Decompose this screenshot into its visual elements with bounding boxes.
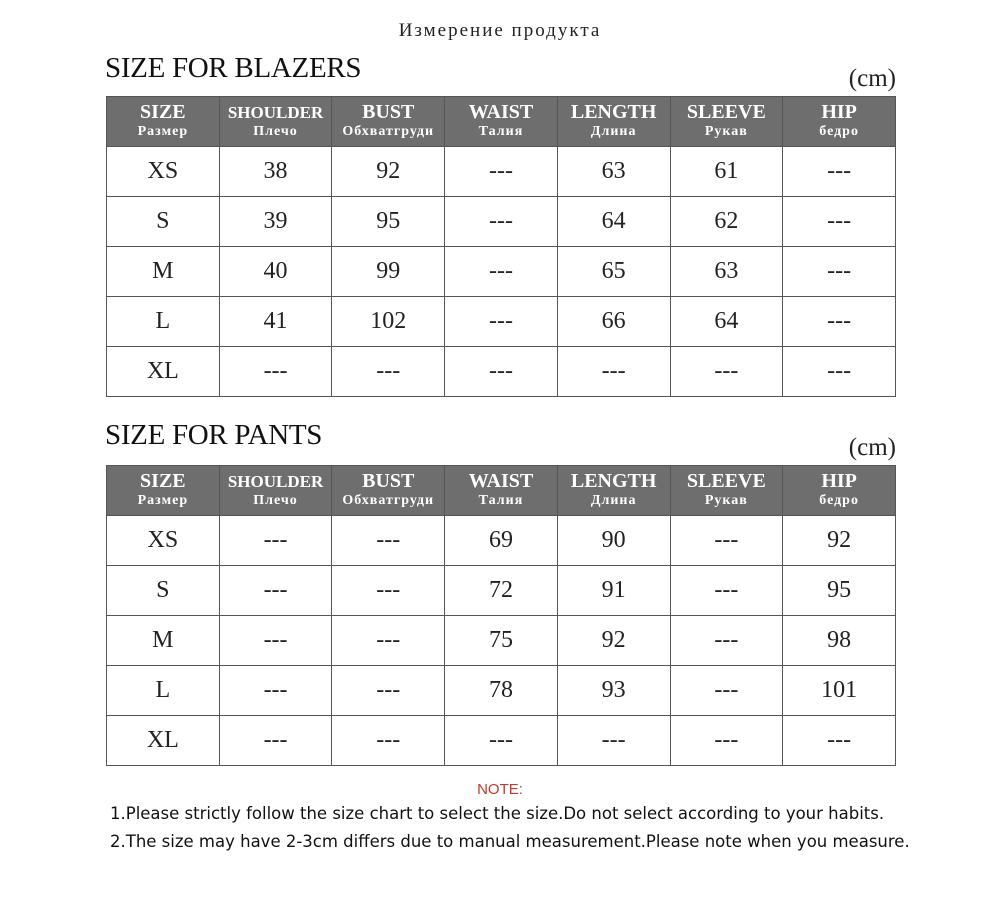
header-hip [783, 466, 896, 516]
table-cell: 63 [557, 147, 670, 197]
table-cell: --- [557, 716, 670, 766]
table-cell: 95 [783, 566, 896, 616]
header-en: HIP [821, 470, 857, 492]
header-ru: Размер [137, 124, 189, 139]
header-en: BUST [362, 470, 415, 492]
header-en: SIZE [140, 470, 186, 492]
table-cell: --- [670, 347, 783, 397]
table-row [107, 516, 896, 566]
header-waist [445, 466, 558, 516]
header-en: SLEEVE [686, 101, 766, 123]
table-cell: 61 [670, 147, 783, 197]
table-cell: 39 [219, 197, 332, 247]
table-row [107, 247, 896, 297]
table-cell: --- [445, 247, 558, 297]
header-en: LENGTH [570, 470, 657, 492]
table-row [107, 716, 896, 766]
table-cell: --- [670, 566, 783, 616]
header-en: SLEEVE [686, 470, 766, 492]
table-row [107, 616, 896, 666]
table-row [107, 197, 896, 247]
header-ru: Размер [137, 493, 189, 508]
header-ru: Плечо [253, 493, 298, 508]
table-cell: --- [332, 566, 445, 616]
header-ru: бедро [819, 124, 859, 139]
table-row [107, 347, 896, 397]
header-ru: Талия [478, 124, 524, 139]
header-shoulder [219, 97, 332, 147]
table-cell: --- [332, 516, 445, 566]
table-cell: --- [783, 147, 896, 197]
blazers-size-table [106, 96, 896, 397]
header-bust [332, 466, 445, 516]
table-cell: XL [107, 347, 220, 397]
header-en: WAIST [468, 101, 534, 123]
header-ru: бедро [819, 493, 859, 508]
blazers-unit: (cm) [848, 65, 896, 92]
header-length [557, 97, 670, 147]
table-cell: 101 [783, 666, 896, 716]
table-cell: XS [107, 516, 220, 566]
header-en: LENGTH [570, 101, 657, 123]
table-cell: 75 [445, 616, 558, 666]
note-title: NOTE: [477, 781, 523, 798]
table-cell: --- [670, 516, 783, 566]
header-en: BUST [362, 101, 415, 123]
table-row [107, 297, 896, 347]
table-header-row [107, 97, 896, 147]
table-cell: 99 [332, 247, 445, 297]
header-size [107, 466, 220, 516]
table-cell: --- [219, 516, 332, 566]
table-cell: --- [219, 566, 332, 616]
table-cell: 65 [557, 247, 670, 297]
table-cell: 98 [783, 616, 896, 666]
table-cell: --- [783, 347, 896, 397]
header-en: SIZE [140, 101, 186, 123]
header-en: WAIST [468, 470, 534, 492]
table-cell: --- [332, 716, 445, 766]
header-ru: Обхватгруди [342, 124, 435, 139]
header-en: SHOULDER [227, 472, 324, 491]
header-ru: Длина [590, 493, 637, 508]
table-cell: --- [332, 616, 445, 666]
header-ru: Длина [590, 124, 637, 139]
table-cell: --- [445, 716, 558, 766]
table-cell: --- [445, 347, 558, 397]
table-row [107, 566, 896, 616]
header-sleeve [670, 466, 783, 516]
table-cell: S [107, 566, 220, 616]
table-cell: XL [107, 716, 220, 766]
table-cell: --- [783, 297, 896, 347]
pants-size-table [106, 465, 896, 766]
table-cell: S [107, 197, 220, 247]
header-en: SHOULDER [227, 103, 324, 122]
table-cell: 63 [670, 247, 783, 297]
header-en: HIP [821, 101, 857, 123]
header-shoulder [219, 466, 332, 516]
header-ru: Рукав [704, 124, 748, 139]
table-cell: 95 [332, 197, 445, 247]
header-ru: Плечо [253, 124, 298, 139]
table-cell: 62 [670, 197, 783, 247]
blazers-title: SIZE FOR BLAZERS [105, 52, 362, 84]
table-cell: 90 [557, 516, 670, 566]
note-line-1: 1.Please strictly follow the size chart to select the size.Do not select according to your habits. [110, 804, 885, 823]
table-cell: --- [783, 247, 896, 297]
table-cell: --- [445, 197, 558, 247]
table-cell: --- [445, 297, 558, 347]
table-cell: --- [219, 666, 332, 716]
table-cell: --- [783, 197, 896, 247]
header-waist [445, 97, 558, 147]
table-cell: L [107, 666, 220, 716]
table-cell: --- [332, 666, 445, 716]
table-cell: 69 [445, 516, 558, 566]
table-cell: 41 [219, 297, 332, 347]
pants-title: SIZE FOR PANTS [105, 419, 323, 451]
table-cell: 92 [557, 616, 670, 666]
header-length [557, 466, 670, 516]
header-size [107, 97, 220, 147]
table-cell: 72 [445, 566, 558, 616]
table-cell: --- [332, 347, 445, 397]
table-cell: --- [445, 147, 558, 197]
table-cell: --- [557, 347, 670, 397]
table-cell: --- [670, 616, 783, 666]
table-cell: 102 [332, 297, 445, 347]
table-cell: 92 [783, 516, 896, 566]
table-cell: XS [107, 147, 220, 197]
table-cell: 64 [557, 197, 670, 247]
table-cell: 40 [219, 247, 332, 297]
table-cell: 78 [445, 666, 558, 716]
header-bust [332, 97, 445, 147]
table-header-row [107, 466, 896, 516]
header-ru: Талия [478, 493, 524, 508]
table-cell: M [107, 616, 220, 666]
table-cell: 64 [670, 297, 783, 347]
table-cell: --- [219, 347, 332, 397]
header-ru: Обхватгруди [342, 493, 435, 508]
note-line-2: 2.The size may have 2-3cm differs due to manual measurement.Please note when you measure. [110, 832, 910, 851]
header-ru: Рукав [704, 493, 748, 508]
table-cell: --- [670, 716, 783, 766]
table-cell: --- [219, 616, 332, 666]
table-cell: 66 [557, 297, 670, 347]
pants-unit: (cm) [848, 434, 896, 461]
table-cell: --- [783, 716, 896, 766]
table-cell: 93 [557, 666, 670, 716]
table-row [107, 666, 896, 716]
table-cell: L [107, 297, 220, 347]
table-cell: --- [670, 666, 783, 716]
table-cell: --- [219, 716, 332, 766]
table-cell: 91 [557, 566, 670, 616]
table-cell: 92 [332, 147, 445, 197]
table-cell: 38 [219, 147, 332, 197]
table-cell: M [107, 247, 220, 297]
header-hip [783, 97, 896, 147]
header-sleeve [670, 97, 783, 147]
page-title: Измерение продукта [398, 20, 602, 41]
table-row [107, 147, 896, 197]
